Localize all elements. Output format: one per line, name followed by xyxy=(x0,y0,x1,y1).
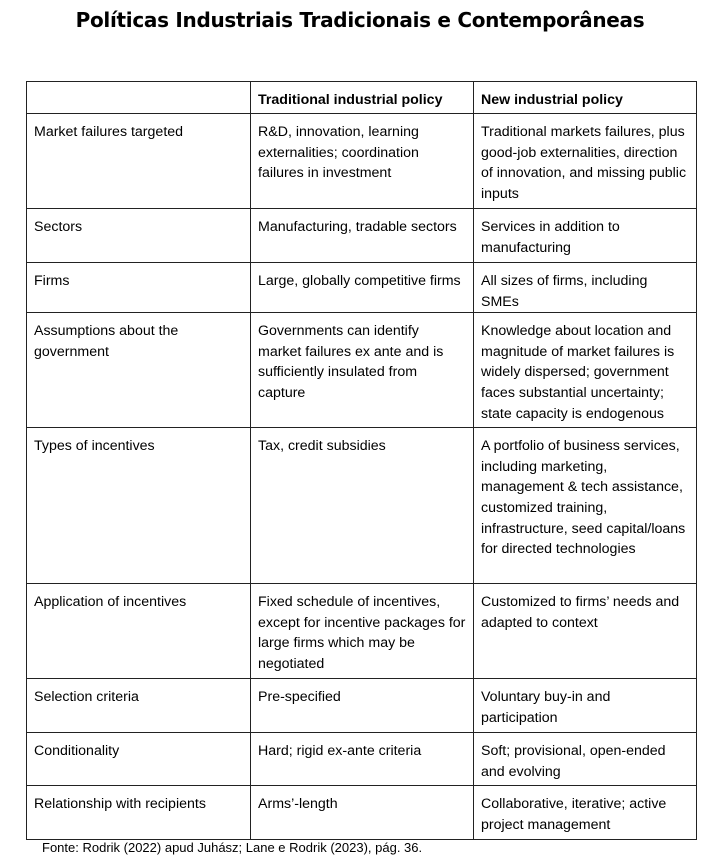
row-label: Selection criteria xyxy=(27,679,251,733)
table-row xyxy=(27,786,697,840)
row-label: Types of incentives xyxy=(27,428,251,584)
row-label: Application of incentives xyxy=(27,584,251,679)
new-cell: Soft; provisional, open-ended and evolving xyxy=(474,733,697,786)
new-cell: Customized to firms’ needs and adapted to context xyxy=(474,584,697,679)
traditional-cell: Manufacturing, tradable sectors xyxy=(251,209,474,263)
traditional-cell: R&D, innovation, learning externalities; coordination failures in investment xyxy=(251,114,474,209)
row-label: Relationship with recipients xyxy=(27,786,251,840)
traditional-cell: Large, globally competitive firms xyxy=(251,263,474,313)
page-title: Políticas Industriais Tradicionais e Contemporâneas xyxy=(75,8,645,32)
source-citation: Fonte: Rodrik (2022) apud Juhász; Lane e Rodrik (2023), pág. 36. xyxy=(42,840,423,855)
traditional-cell: Tax, credit subsidies xyxy=(251,428,474,584)
header-cell-new: New industrial policy xyxy=(474,82,697,114)
new-cell: Collaborative, iterative; active project management xyxy=(474,786,697,840)
header-cell-traditional: Traditional industrial policy xyxy=(251,82,474,114)
row-label: Assumptions about the government xyxy=(27,313,251,428)
row-label: Firms xyxy=(27,263,251,313)
traditional-cell: Governments can identify market failures ex ante and is sufficiently insulated from capture xyxy=(251,313,474,428)
row-label: Sectors xyxy=(27,209,251,263)
traditional-cell: Arms’-length xyxy=(251,786,474,840)
table-row xyxy=(27,263,697,313)
table-row xyxy=(27,209,697,263)
row-label: Market failures targeted xyxy=(27,114,251,209)
table-header-row xyxy=(27,82,697,114)
table-row xyxy=(27,679,697,733)
table-row xyxy=(27,584,697,679)
new-cell: Traditional markets failures, plus good-job externalities, direction of innovation, and missing public inputs xyxy=(474,114,697,209)
table-row xyxy=(27,313,697,428)
row-label: Conditionality xyxy=(27,733,251,786)
new-cell: Knowledge about location and magnitude of market failures is widely dispersed; government faces substantial uncertainty; state capacity is endogenous xyxy=(474,313,697,428)
traditional-cell: Pre-specified xyxy=(251,679,474,733)
new-cell: A portfolio of business services, including marketing, management & tech assistance, customized training, infrastructure, seed capital/loans for directed technologies xyxy=(474,428,697,584)
traditional-cell: Fixed schedule of incentives, except for incentive packages for large firms which may be negotiated xyxy=(251,584,474,679)
new-cell: All sizes of firms, including SMEs xyxy=(474,263,697,313)
table-row xyxy=(27,428,697,584)
table-row xyxy=(27,114,697,209)
new-cell: Voluntary buy-in and participation xyxy=(474,679,697,733)
header-cell-empty xyxy=(27,82,251,114)
new-cell: Services in addition to manufacturing xyxy=(474,209,697,263)
traditional-cell: Hard; rigid ex-ante criteria xyxy=(251,733,474,786)
policy-comparison-table xyxy=(26,81,697,840)
table-row xyxy=(27,733,697,786)
